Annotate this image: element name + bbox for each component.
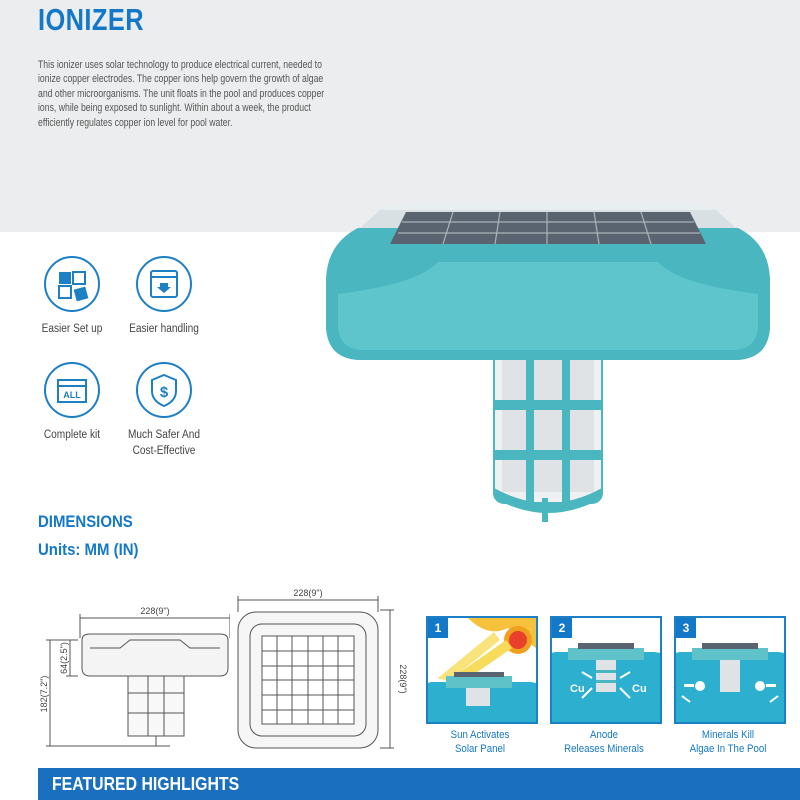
product-description: This ionizer uses solar technology to produce electrical current, needed to ionize copper electrodes. The copper ions help govern the growth of algae and other microorganisms. The unit floats in the pool and produces copper ions, while being exposed to sunlight. Within about a week, the product efficiently regulates copper ion level for pool water. xyxy=(38,59,325,129)
ion-label-left: Cu xyxy=(570,683,585,695)
top-view-drawing xyxy=(228,586,408,756)
featured-highlights-banner xyxy=(38,768,800,800)
solar-panel xyxy=(390,212,706,244)
feature-easier-handling xyxy=(114,256,214,337)
side-width-label: 228(9") xyxy=(140,606,170,616)
feature-complete-kit xyxy=(22,362,122,443)
caption-line: Algae In The Pool xyxy=(689,743,767,755)
dollar-shield-icon xyxy=(136,362,192,418)
caption-line: Minerals Kill xyxy=(701,729,755,741)
step-number: 3 xyxy=(676,618,696,638)
caption-line: Solar Panel xyxy=(454,743,506,755)
side-top-height-label: 64(2.5") xyxy=(59,642,69,674)
puzzle-icon xyxy=(44,256,100,312)
all-text: ALL xyxy=(63,390,81,400)
top-depth-label: 228(9") xyxy=(398,664,408,694)
product-image xyxy=(318,198,778,528)
step-1-panel xyxy=(426,616,538,724)
step-number: 1 xyxy=(428,618,448,638)
top-width-label: 228(9") xyxy=(293,588,323,598)
feature-safer-cost-effective xyxy=(114,362,214,459)
ion-label-right: Cu xyxy=(632,683,647,695)
side-view-drawing xyxy=(30,598,230,748)
step-3-caption xyxy=(676,728,780,756)
caption-line: Anode xyxy=(590,729,618,741)
side-total-height-label: 182(7.2") xyxy=(39,675,49,713)
dimensions-title: DIMENSIONS xyxy=(38,512,133,531)
feature-label: Easier handling xyxy=(129,323,199,335)
feature-label: Much Safer And Cost-Effective xyxy=(127,429,200,457)
filter-basket xyxy=(494,348,602,522)
step-2-panel xyxy=(550,616,662,724)
caption-line: Releases Minerals xyxy=(564,743,644,755)
dimensions-units: Units: MM (IN) xyxy=(38,540,139,559)
step-1-caption xyxy=(428,728,532,756)
feature-label: Complete kit xyxy=(43,429,101,441)
all-box-icon xyxy=(44,362,100,418)
feature-label: Easier Set up xyxy=(41,323,103,335)
step-number: 2 xyxy=(552,618,572,638)
step-3-panel xyxy=(674,616,786,724)
step-2-caption xyxy=(552,728,656,756)
dollar-text: $ xyxy=(159,384,169,401)
feature-easier-setup xyxy=(22,256,122,337)
featured-highlights-label: FEATURED HIGHLIGHTS xyxy=(52,774,240,794)
page-title: IONIZER xyxy=(38,2,144,37)
download-window-icon xyxy=(136,256,192,312)
caption-line: Sun Activates xyxy=(450,729,510,741)
